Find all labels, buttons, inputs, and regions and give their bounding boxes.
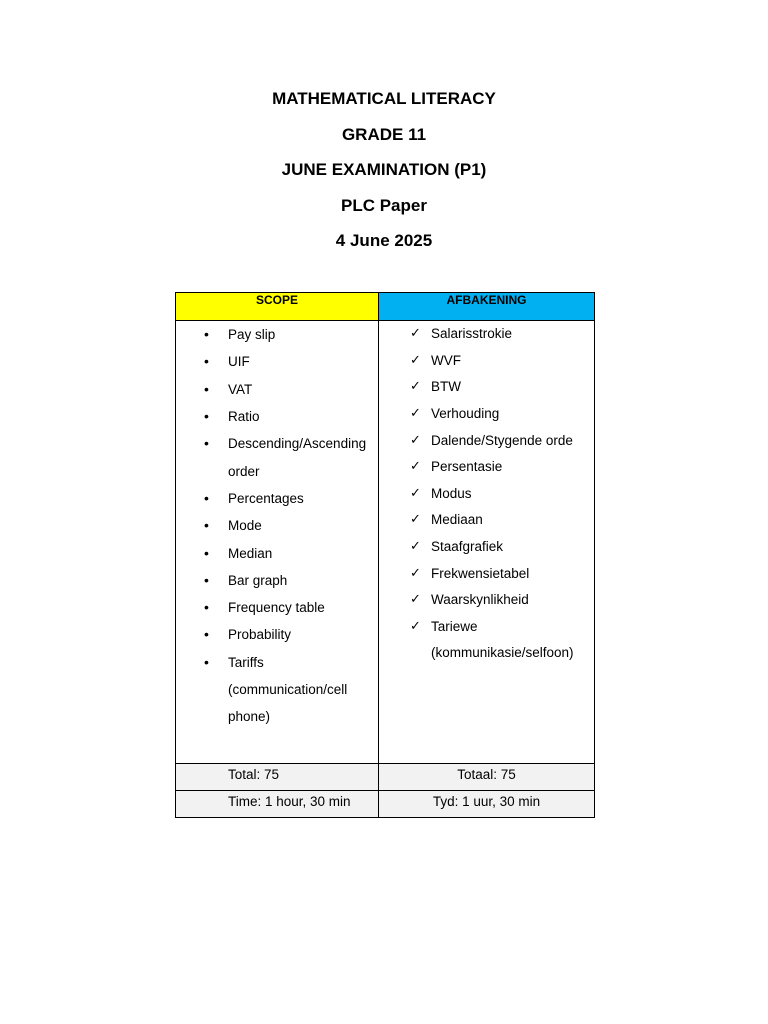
document-title-paper: PLC Paper (341, 196, 427, 215)
afbakening-list (379, 321, 594, 667)
list-item: ✓ Modus (379, 481, 594, 508)
list-item: ✓ Waarskynlikheid (379, 587, 594, 614)
list-item: ✓ Dalende/Stygende orde (379, 428, 594, 455)
list-item: ✓ Mediaan (379, 507, 594, 534)
list-item: • Ratio (176, 403, 378, 430)
time-af: Tyd: 1 uur, 30 min (379, 790, 595, 817)
time-en: Time: 1 hour, 30 min (176, 790, 379, 817)
list-item: • Mode (176, 512, 378, 539)
list-item: • Descending/Ascending order (176, 430, 378, 485)
scope-list (176, 321, 378, 730)
table-content-row (176, 321, 595, 764)
afbakening-header: AFBAKENING (379, 293, 595, 321)
list-item: ✓ Staafgrafiek (379, 534, 594, 561)
list-item: ✓ BTW (379, 374, 594, 401)
list-item: ✓ Tariewe (kommunikasie/selfoon) (379, 614, 594, 667)
list-item: ✓ Verhouding (379, 401, 594, 428)
total-row (176, 763, 595, 790)
list-item: • Tariffs (communication/cell phone) (176, 649, 378, 731)
list-item: ✓ Frekwensietabel (379, 561, 594, 588)
list-item: ✓ Salarisstrokie (379, 321, 594, 348)
list-item: • Percentages (176, 485, 378, 512)
scope-header: SCOPE (176, 293, 379, 321)
table-header-row (176, 293, 595, 321)
document-title-subject: MATHEMATICAL LITERACY (272, 89, 496, 108)
document-title-grade: GRADE 11 (341, 125, 427, 144)
list-item: • VAT (176, 376, 378, 403)
document-title-date: 4 June 2025 (335, 231, 433, 250)
list-item: • Median (176, 540, 378, 567)
scope-cell (176, 321, 379, 764)
total-af: Totaal: 75 (379, 763, 595, 790)
list-item: • Pay slip (176, 321, 378, 348)
list-item: ✓ Persentasie (379, 454, 594, 481)
list-item: • Frequency table (176, 594, 378, 621)
scope-table (175, 292, 595, 818)
list-item: • UIF (176, 348, 378, 375)
time-row (176, 790, 595, 817)
total-en: Total: 75 (176, 763, 379, 790)
list-item: ✓ WVF (379, 348, 594, 375)
afbakening-cell (379, 321, 595, 764)
document-title-exam: JUNE EXAMINATION (P1) (281, 160, 487, 179)
list-item: • Probability (176, 621, 378, 648)
list-item: • Bar graph (176, 567, 378, 594)
